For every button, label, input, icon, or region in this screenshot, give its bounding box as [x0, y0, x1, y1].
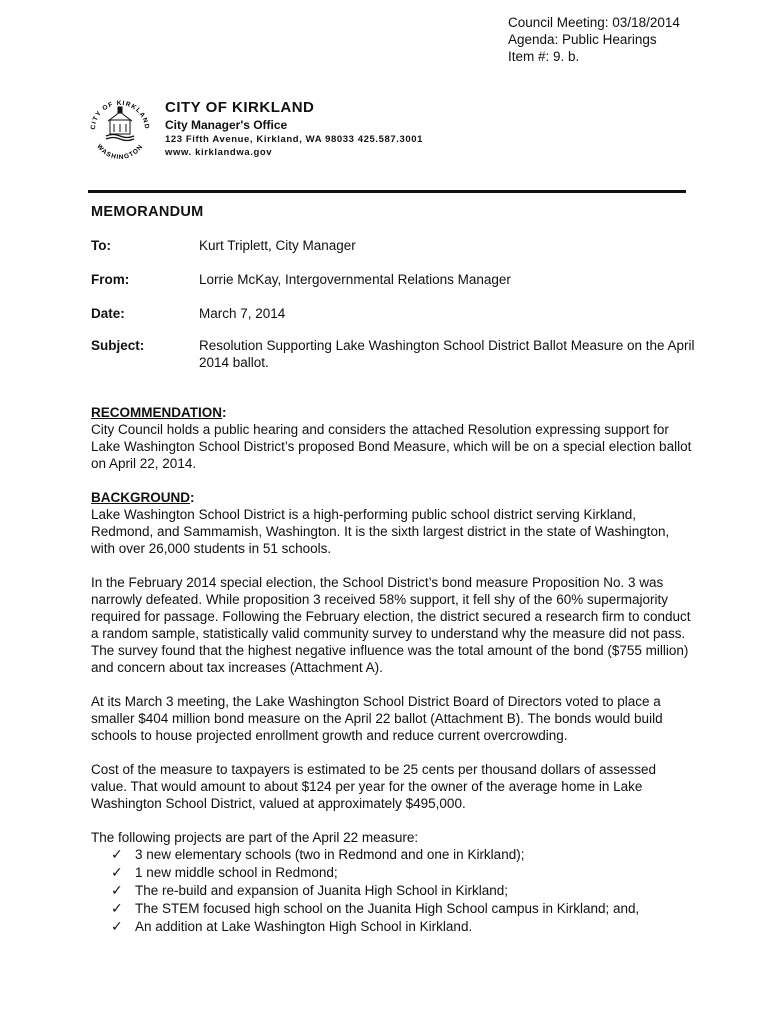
checkmark-icon: ✓	[111, 865, 123, 881]
background-paragraph: Lake Washington School District is a high-performing public school district serving Kirkland, Redmond, and Sammamish, Washington. It is the sixth largest district in the state of Washington, with over 26,000 students in 51 schools.	[91, 507, 670, 556]
checkmark-icon: ✓	[111, 901, 123, 917]
background-paragraph: Cost of the measure to taxpayers is estimated to be 25 cents per thousand dollars of assessed value. That would amount to about $124 per year for the owner of the average home in Lake Washington School District, valued at approximately $495,000.	[91, 762, 657, 811]
meeting-line: Council Meeting: 03/18/2014	[508, 15, 680, 30]
checkmark-icon: ✓	[111, 847, 123, 863]
memo-body	[91, 404, 693, 936]
list-item: ✓ 3 new elementary schools (two in Redmond and one in Kirkland);	[111, 847, 525, 863]
org-header	[165, 99, 423, 159]
recommendation-heading: RECOMMENDATION:	[91, 405, 227, 420]
item-line: Item #: 9. b.	[508, 49, 580, 64]
subject-value: Resolution Supporting Lake Washington School District Ballot Measure on the April 2014 ballot.	[199, 338, 695, 370]
agenda-line: Agenda: Public Hearings	[508, 32, 657, 47]
checkmark-icon: ✓	[111, 883, 123, 899]
recommendation-text: City Council holds a public hearing and considers the attached Resolution expressing support for Lake Washington School District’s proposed Bond Measure, which will be on a special election ballot on April 22, 2014.	[91, 422, 692, 471]
from-label: From:	[91, 272, 130, 287]
svg-text:WASHINGTON: WASHINGTON	[95, 143, 145, 162]
org-office: City Manager's Office	[165, 118, 288, 132]
list-item: ✓ An addition at Lake Washington High School in Kirkland.	[111, 919, 473, 935]
to-label: To:	[91, 238, 111, 253]
date-label: Date:	[91, 306, 125, 321]
meeting-info	[508, 14, 680, 65]
date-value: March 7, 2014	[199, 306, 286, 321]
background-heading: BACKGROUND:	[91, 490, 195, 505]
list-item: ✓ The STEM focused high school on the Juanita High School campus in Kirkland; and,	[111, 901, 640, 917]
org-website: www. kirklandwa.gov	[165, 147, 273, 158]
background-paragraph: In the February 2014 special election, the School District’s bond measure Proposition No. 3 was narrowly defeated. While proposition 3 received 58% support, it fell shy of the 60% supermajority required for passage. Following the February election, the district secured a research firm to conduct a random sample, statistically valid community survey to understand why the measure did not pass. The survey found that the highest negative influence was the total amount of the bond ($755 million) and concern about tax increases (Attachment A).	[91, 575, 691, 675]
org-name: CITY OF KIRKLAND	[165, 99, 315, 116]
background-paragraph: At its March 3 meeting, the Lake Washington School District Board of Directors voted to place a smaller $404 million bond measure on the April 22 ballot (Attachment B). The bonds would build schools to house projected enrollment growth and reduce current overcrowding.	[91, 694, 663, 743]
list-item: ✓ The re-build and expansion of Juanita High School in Kirkland;	[111, 883, 508, 899]
subject-label: Subject:	[91, 338, 145, 353]
org-address: 123 Fifth Avenue, Kirkland, WA 98033 425.587.3001	[165, 134, 424, 145]
projects-intro: The following projects are part of the April 22 measure:	[91, 830, 419, 845]
projects-list	[91, 846, 693, 936]
svg-text:CITY OF KIRKLAND: CITY OF KIRKLAND	[89, 99, 151, 131]
from-value: Lorrie McKay, Intergovernmental Relations Manager	[199, 272, 511, 287]
checkmark-icon: ✓	[111, 919, 123, 935]
city-seal-logo	[86, 94, 154, 162]
memo-title: MEMORANDUM	[91, 204, 204, 220]
header-divider	[88, 190, 686, 193]
to-value: Kurt Triplett, City Manager	[199, 238, 356, 253]
list-item: ✓ 1 new middle school in Redmond;	[111, 865, 338, 881]
